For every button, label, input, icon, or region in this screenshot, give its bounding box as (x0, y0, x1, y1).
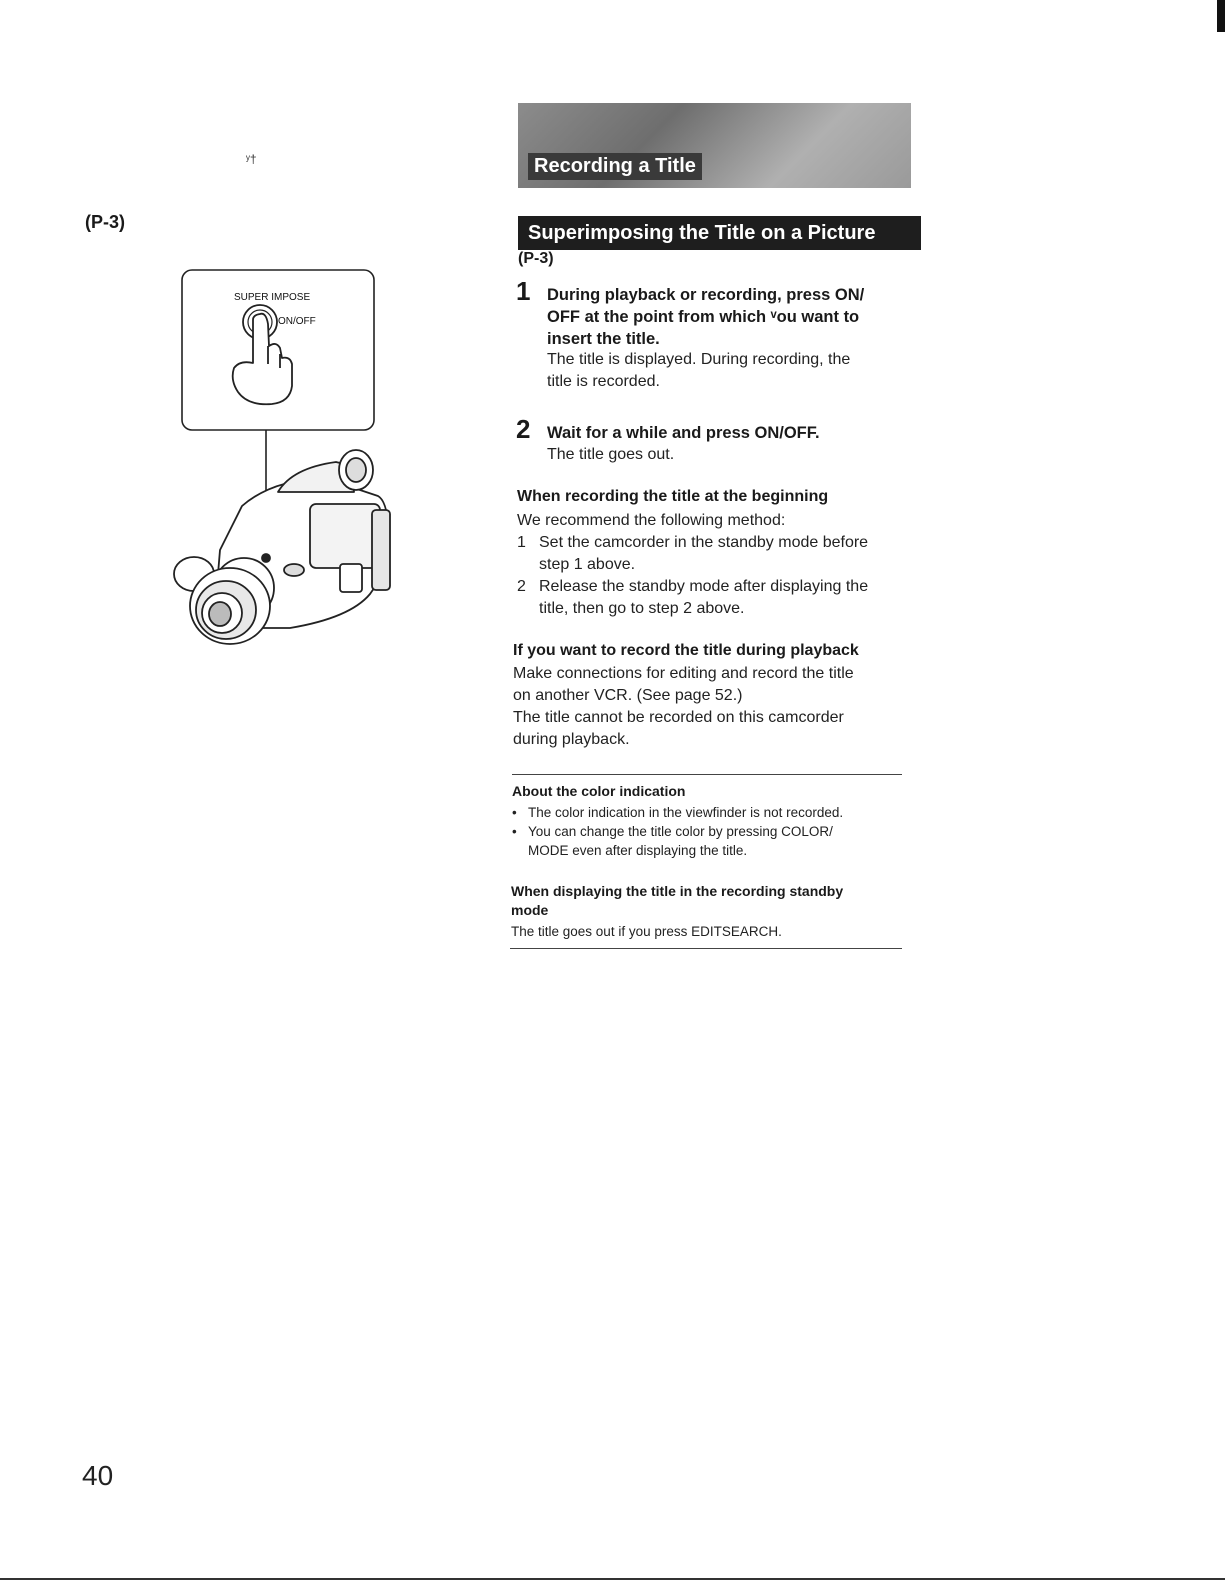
step-1-number: 1 (516, 276, 531, 306)
step-2-body (547, 444, 927, 466)
section-reference: (P-3) (518, 250, 554, 267)
color-indication-heading: About the color indication (512, 783, 686, 799)
bullet-line: You can change the title color by pressing COLOR/ (528, 824, 833, 839)
list-item (517, 532, 917, 576)
page-number: 40 (82, 1460, 114, 1491)
callout-label-on-off: ON/OFF (278, 316, 316, 327)
camcorder-body (174, 450, 390, 644)
beginning-list (517, 532, 917, 620)
section-subtitle-bar: Superimposing the Title on a Picture (518, 216, 921, 250)
notes-top-rule (512, 774, 902, 775)
list-item-line: title, then go to step 2 above. (539, 600, 745, 617)
list-item-number: 1 (517, 534, 526, 551)
list-item-number: 2 (517, 578, 526, 595)
step-2-number: 2 (516, 414, 531, 444)
section-banner (518, 103, 911, 188)
left-page-reference: (P-3) (85, 212, 125, 232)
playback-line: The title cannot be recorded on this camcorder (513, 709, 844, 726)
notes-bottom-rule (510, 948, 902, 949)
page-edge-mark (1217, 0, 1225, 32)
step-1-body-line: title is recorded. (547, 373, 660, 390)
bullet-line: The color indication in the viewfinder is not recorded. (528, 805, 844, 820)
camcorder-illustration (160, 268, 400, 648)
step-2-heading (547, 422, 927, 444)
page-title: Recording a Title (528, 153, 702, 180)
step-1-body-line: The title is displayed. During recording, the (547, 351, 851, 368)
scan-speck: ʸ† (246, 152, 257, 166)
list-item-line: step 1 above. (539, 556, 636, 573)
step-2-heading-line: Wait for a while and press ON/OFF. (547, 424, 820, 442)
step-1-heading-line: OFF at the point from which ᵛou want to (547, 308, 860, 326)
callout-label-super-impose: SUPER IMPOSE (234, 292, 311, 303)
playback-body (513, 663, 913, 751)
standby-text: The title goes out if you press EDITSEARCH. (511, 924, 782, 939)
bullet-item (512, 803, 912, 822)
step-1-heading-line: During playback or recording, press ON/ (547, 286, 865, 304)
page-bottom-rule (0, 1578, 1225, 1580)
playback-line: Make connections for editing and record the title (513, 665, 854, 682)
bullet-item (512, 822, 912, 860)
color-indication-list (512, 803, 912, 860)
list-item-line: Set the camcorder in the standby mode before (539, 534, 869, 551)
playback-line: during playback. (513, 731, 630, 748)
standby-heading (511, 882, 911, 920)
bullet-dot: • (512, 805, 517, 820)
beginning-heading: When recording the title at the beginning (517, 488, 829, 505)
playback-line: on another VCR. (See page 52.) (513, 687, 743, 704)
list-item-line: Release the standby mode after displaying the (539, 578, 869, 595)
playback-heading: If you want to record the title during playback (513, 642, 859, 659)
bullet-line: MODE even after displaying the title. (528, 843, 748, 858)
step-1-heading (547, 284, 927, 350)
step-1-heading-line: insert the title. (547, 330, 660, 348)
step-2-body-line: The title goes out. (547, 446, 675, 463)
list-item (517, 576, 917, 620)
standby-heading-line: When displaying the title in the recording standby (511, 883, 844, 899)
beginning-intro: We recommend the following method: (517, 512, 786, 529)
standby-heading-line: mode (511, 902, 549, 918)
bullet-dot: • (512, 824, 517, 839)
step-1-body (547, 349, 927, 393)
